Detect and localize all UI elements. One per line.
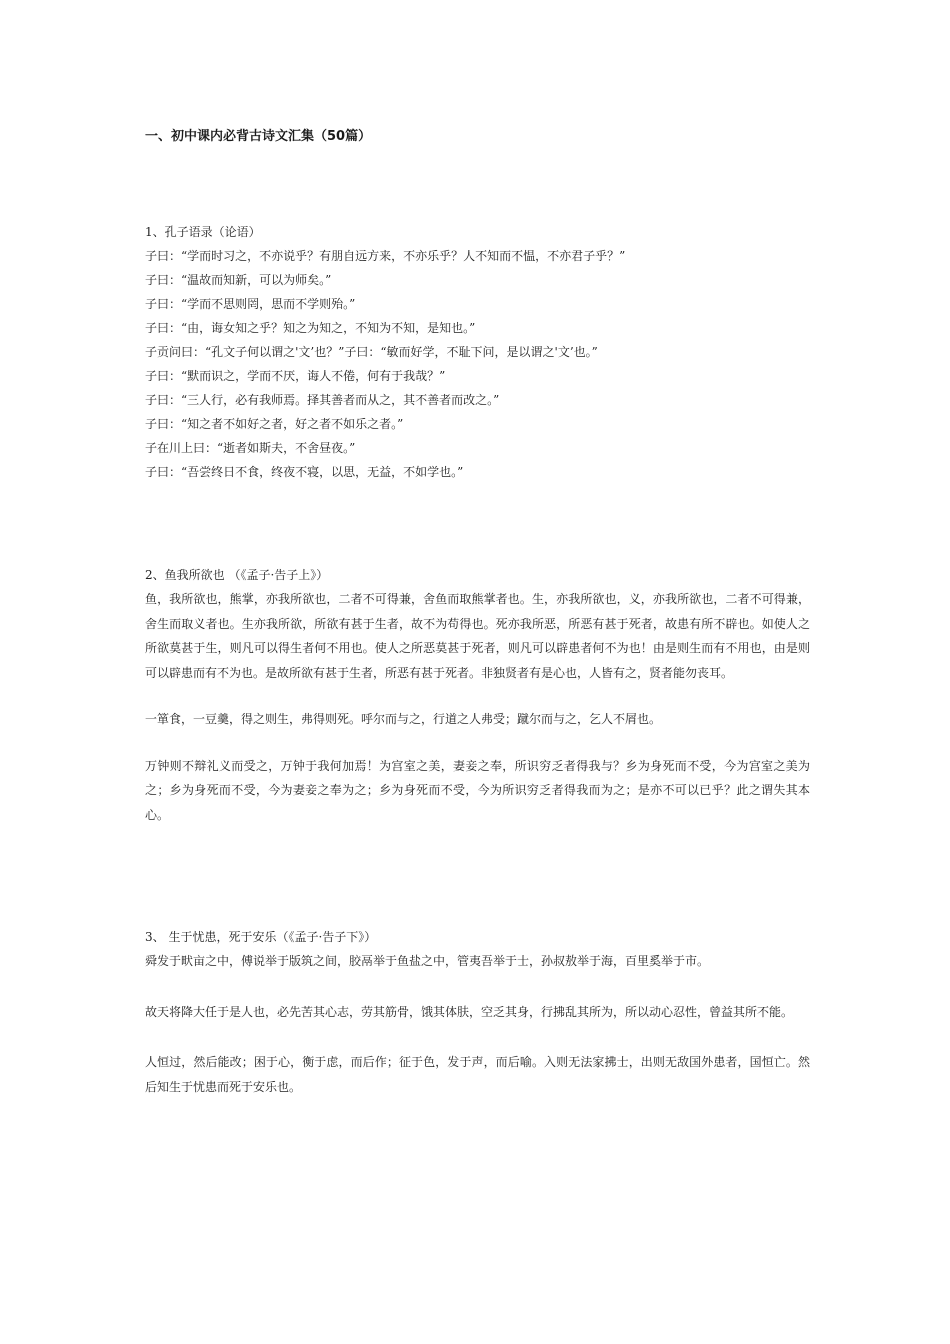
text-line: 子曰：“三人行，必有我师焉。择其善者而从之，其不善者而改之。” (145, 393, 500, 407)
paragraph: 万钟则不辩礼义而受之，万钟于我何加焉！为宫室之美，妻妾之奉，所识穷乏者得我与？乡为身死而不受，今为宫室之美为之；乡为身死而不受，今为妻妾之奉为之；乡为身死而不受，今为所识穷乏者得我而为之；是亦不可以已乎？此之谓失其本心。 (145, 758, 810, 822)
text-line: 子曰：“默而识之，学而不厌，诲人不倦，何有于我哉？” (145, 369, 446, 383)
section-heading: 1、孔子语录（论语） (145, 225, 261, 239)
section-heading: 2、鱼我所欲也 （《孟子·告子上》） (145, 568, 329, 582)
text-line: 子在川上曰：“逝者如斯夫，不舍昼夜。” (145, 441, 356, 455)
text-line: 子曰：“由，诲女知之乎？知之为知之，不知为不知，是知也。” (145, 321, 476, 335)
section-analects (145, 220, 810, 484)
text-line: 子曰：“知之者不如好之者，好之者不如乐之者。” (145, 417, 404, 431)
paragraph: 鱼，我所欲也，熊掌，亦我所欲也，二者不可得兼，舍鱼而取熊掌者也。生，亦我所欲也，义，亦我所欲也，二者不可得兼，舍生而取义者也。生亦我所欲，所欲有甚于生者，故不为苟得也。死亦我所恶，所恶有甚于死者，故患有所不辟也。如使人之所欲莫甚于生，则凡可以得生者何不用也。使人之所恶莫甚于死者，则凡可以辟患者何不为也！由是则生而有不用也，由是则可以辟患而有不为也。是故所欲有甚于生者，所恶有甚于死者。非独贤者有是心也，人皆有之，贤者能勿丧耳。 (145, 592, 810, 680)
paragraph: 人恒过，然后能改；困于心，衡于虑，而后作；征于色，发于声，而后喻。入则无法家拂士，出则无敌国外患者，国恒亡。然后知生于忧患而死于安乐也。 (145, 1055, 810, 1094)
text-line: 子曰：“吾尝终日不食，终夜不寝，以思，无益，不如学也。” (145, 465, 464, 479)
section-born-in-adversity (145, 925, 810, 1125)
section-heading: 3、 生于忧患，死于安乐（《孟子·告子下》） (145, 930, 377, 944)
text-line: 子曰：“学而时习之，不亦说乎？有朋自远方来，不亦乐乎？人不知而不愠，不亦君子乎？” (145, 249, 626, 263)
section-fish-i-desire (145, 563, 810, 849)
paragraph: 一箪食，一豆羹，得之则生，弗得则死。呼尔而与之，行道之人弗受；蹴尔而与之，乞人不屑也。 (145, 712, 662, 726)
document-title: 一、初中课内必背古诗文汇集（50篇） (145, 129, 372, 144)
text-line: 子贡问曰：“孔文子何以谓之'文’也？”子曰：“敏而好学，不耻下问，是以谓之'文’也。” (145, 345, 598, 359)
document-page (145, 0, 810, 1344)
paragraph: 舜发于畎亩之中，傅说举于版筑之间，胶鬲举于鱼盐之中，管夷吾举于士，孙叔敖举于海，百里奚举于市。 (145, 954, 710, 968)
text-line: 子曰：“学而不思则罔，思而不学则殆。” (145, 297, 356, 311)
paragraph: 故天将降大任于是人也，必先苦其心志，劳其筋骨，饿其体肤，空乏其身，行拂乱其所为，所以动心忍性，曾益其所不能。 (145, 1004, 794, 1019)
text-line: 子曰：“温故而知新，可以为师矣。” (145, 273, 332, 287)
